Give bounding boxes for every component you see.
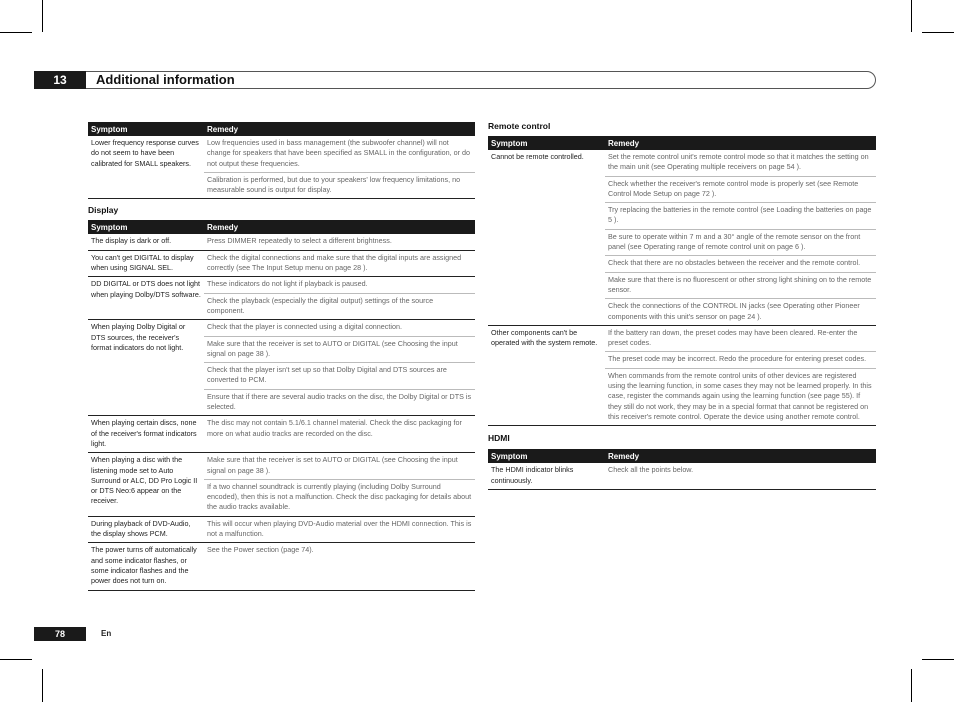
remedy-cell: Check the digital connections and make sure that the digital inputs are assigned correctly (see The Input Setup menu on page 28 ). (204, 250, 475, 277)
table-row (88, 250, 475, 277)
remedy-cell: Ensure that if there are several audio tracks on the disc, the Dolby Digital or DTS is selected. (207, 391, 472, 412)
crop-mark (911, 0, 912, 32)
remedy-header: Remedy (605, 136, 876, 150)
table-row (88, 516, 475, 543)
table-row (88, 320, 475, 336)
symptom-header: Symptom (488, 136, 605, 150)
chapter-number: 13 (34, 71, 86, 89)
remedy-cell: Press DIMMER repeatedly to select a different brightness. (207, 236, 392, 246)
remedy-cell: Try replacing the batteries in the remote control (see Loading the batteries on page 5 ). (605, 203, 876, 230)
remedy-header: Remedy (605, 449, 876, 463)
remedy-cell: Check that the player is connected using a digital connection. (204, 320, 475, 336)
remedy-cell: When commands from the remote control units of other devices are registered using the learning function, in some cases they may not be learned properly. In this case, register the commands again using the learning function (see page 55). If they still do not work, they may be in a special format that cannot be registered on this receiver's remote control. Operate the device using another remote control. (608, 370, 872, 421)
table-row (88, 543, 475, 590)
section-hdmi: HDMI (488, 433, 510, 444)
remote-table (488, 136, 876, 426)
remedy-cell: Check the playback (especially the digital output) settings of the source component. (207, 295, 434, 315)
remedy-cell: If a two channel soundtrack is currently playing (including Dolby Surround encoded), then this is not a malfunction. Check the disc packaging for details about the audio tracks available. (207, 481, 472, 512)
symptom-cell: The power turns off automatically and some indicator flashes, or some indicator flashes and the power does not turn on. (88, 543, 204, 590)
page-number: 78 (34, 627, 86, 641)
crop-mark (0, 659, 32, 660)
right-column (488, 121, 876, 490)
symptom-cell: The HDMI indicator blinks continuously. (491, 465, 574, 485)
table-row (88, 453, 475, 480)
table-row (488, 463, 876, 489)
symptom-cell: You can't get DIGITAL to display when using SIGNAL SEL. (88, 250, 204, 277)
symptom-header: Symptom (88, 220, 204, 234)
crop-mark (922, 659, 954, 660)
remedy-cell: Be sure to operate within 7 m and a 30° angle of the remote sensor on the front panel (see Operating range of remote control unit on page 6 ). (605, 229, 876, 256)
table-row (88, 277, 475, 293)
remedy-cell: Make sure that the receiver is set to AUTO or DIGITAL (see Choosing the input signal on page 38 ). (204, 336, 475, 363)
hdmi-table (488, 449, 876, 490)
section-remote-control: Remote control (488, 121, 551, 131)
left-column (88, 122, 475, 591)
remedy-cell: If the battery ran down, the preset codes may have been cleared. Re-enter the preset codes. (605, 325, 876, 352)
remedy-cell: Low frequencies used in bass management (the subwoofer channel) will not change for speakers that have been specified as SMALL in the configuration, or do not output these frequencies. (204, 136, 475, 172)
table-row (88, 234, 475, 250)
remedy-header: Remedy (204, 220, 475, 234)
remedy-cell: Check all the points below. (608, 465, 694, 475)
symptom-cell: Cannot be remote controlled. (491, 152, 584, 161)
symptom-header: Symptom (88, 122, 204, 136)
symptom-cell: Lower frequency response curves do not seem to have been calibrated for SMALL speakers. (91, 138, 199, 168)
section-display: Display (88, 205, 119, 216)
symptom-cell: When playing Dolby Digital or DTS sources, the receiver's format indicators do not light. (88, 320, 204, 416)
symptom-cell: Other components can't be operated with the system remote. (488, 325, 605, 425)
remedy-header: Remedy (204, 122, 475, 136)
remedy-cell: This will occur when playing DVD-Audio material over the HDMI connection. This is not a malfunction. (204, 516, 475, 543)
table-row (88, 416, 475, 453)
symptom-cell: The display is dark or off. (91, 236, 172, 246)
page-language: En (101, 629, 112, 638)
crop-mark (0, 32, 32, 33)
bass-table (88, 122, 475, 199)
remedy-cell: Set the remote control unit's remote control mode so that it matches the setting on the main unit (see Operating multiple receivers on page 54 ). (605, 150, 876, 176)
symptom-cell: When playing certain discs, none of the receiver's format indicators light. (88, 416, 204, 453)
remedy-cell: Make sure that there is no fluorescent or other strong light shining on to the remote sensor. (605, 272, 876, 299)
crop-mark (42, 669, 43, 702)
remedy-cell: Check whether the receiver's remote control mode is properly set (see Remote Control Mode Setup on page 72 ). (605, 176, 876, 203)
remedy-cell: These indicators do not light if playback is paused. (204, 277, 475, 293)
crop-mark (911, 669, 912, 702)
remedy-cell: Check that there are no obstacles between the receiver and the remote control. (605, 256, 876, 272)
table-row (488, 150, 876, 176)
remedy-cell: Check the connections of the CONTROL IN jacks (see Operating other Pioneer components with this unit's sensor on page 24 ). (608, 301, 860, 321)
remedy-cell: The preset code may be incorrect. Redo the procedure for entering preset codes. (605, 352, 876, 368)
symptom-cell: When playing a disc with the listening mode set to Auto Surround or ALC, DD Pro Logic II or DTS Neo:6 appear on the receiver. (88, 453, 204, 516)
remedy-cell: Make sure that the receiver is set to AUTO or DIGITAL (see Choosing the input signal on page 38 ). (204, 453, 475, 480)
table-row (88, 136, 475, 172)
remedy-cell: Check that the player isn't set up so that Dolby Digital and DTS sources are converted to PCM. (204, 363, 475, 390)
page-title: Additional information (96, 72, 235, 87)
remedy-cell: Calibration is performed, but due to your speakers' low frequency limitations, no measurable sound is output for display. (207, 174, 461, 195)
remedy-cell: The disc may not contain 5.1/6.1 channel material. Check the disc packaging for more on what audio tracks are recorded on the disc. (204, 416, 475, 453)
symptom-cell: DD DIGITAL or DTS does not light when playing Dolby/DTS software. (88, 277, 204, 320)
table-row (488, 325, 876, 352)
crop-mark (922, 32, 954, 33)
symptom-cell: During playback of DVD-Audio, the display shows PCM. (88, 516, 204, 543)
symptom-header: Symptom (488, 449, 605, 463)
display-table (88, 220, 475, 590)
remedy-cell: See the Power section (page 74). (204, 543, 475, 590)
crop-mark (42, 0, 43, 32)
